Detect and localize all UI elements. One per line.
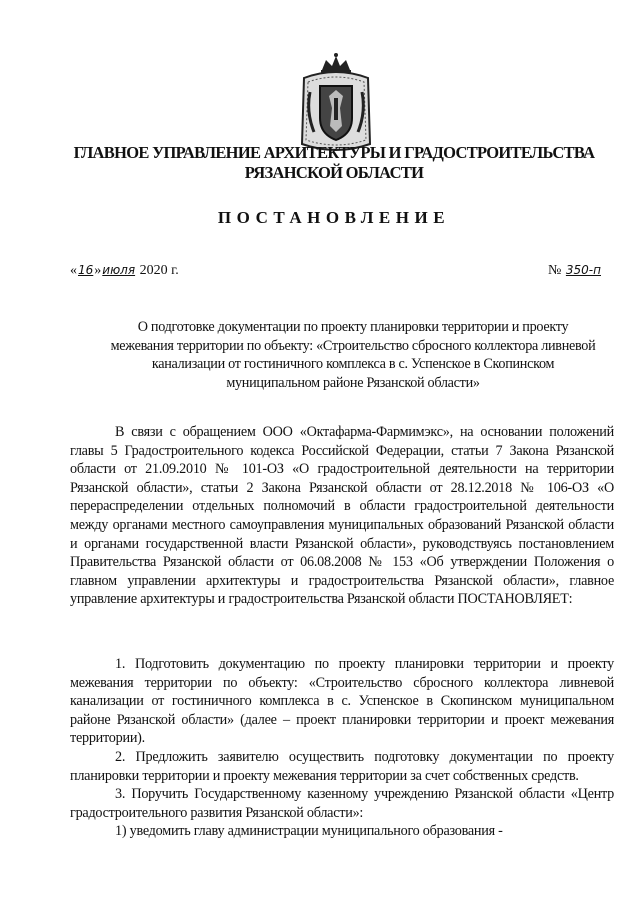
item-1: 1. Подготовить документацию по проекту планировки территории и проекту межевания территории по объекту: «Строительство сбросного коллектора ливневой канализации от гостиничного комплекса в с. Успенское в Скопинском муниципальном районе Рязанской области» (далее – проект планировки территории и проект межевания территории). (70, 656, 614, 747)
document-type-heading: ПОСТАНОВЛЕНИЕ (217, 208, 451, 227)
coat-of-arms-emblem (296, 52, 376, 156)
number-label: № (548, 263, 562, 278)
date-month: июля (102, 263, 136, 277)
operative-items (70, 655, 614, 841)
document-date (70, 263, 179, 279)
document-number (548, 263, 602, 279)
preamble-paragraph: В связи с обращением ООО «Октафарма-Фармимэкс», на основании положений главы 5 Градостроительного кодекса Российской Федерации, статьи 7 Закона Рязанской области от 21.09.2010 № 101-ОЗ «О градостроительной деятельности на территории Рязанской области», статьи 2 Закона Рязанской области от 28.12.2018 № 106-ОЗ «О перераспределении отдельных полномочий в области градостроительной деятельности между органами местного самоуправления муниципальных образований Рязанской области и органами государственной власти Рязанской области», руководствуясь постановлением Правительства Рязанской области от 06.08.2008 № 153 «Об утверждении Положения о главном управлении архитектуры и градостроительства Рязанской области», главное управление архитектуры и градостроительства Рязанской области ПОСТАНОВЛЯЕТ: (70, 424, 614, 608)
document-subject: О подготовке документации по проекту планировки территории и проекту межевания территории по объекту: «Строительство сбросного коллектора ливневой канализации от гостиничного комплекса в с. Успенское в Скопинском муниципальном районе Рязанской области» (110, 319, 596, 391)
date-year: 2020 г. (139, 263, 179, 278)
item-2: 2. Предложить заявителю осуществить подготовку документации по проекту планировки территории и проекту межевания территории за счет собственных средств. (70, 748, 614, 784)
item-3: 3. Поручить Государственному казенному учреждению Рязанской области «Центр градостроительного развития Рязанской области»: (70, 786, 614, 821)
number-value: 350-п (565, 263, 601, 277)
date-close-quote: » (94, 263, 102, 278)
agency-name (60, 143, 608, 183)
item-3-subitem-1: 1) уведомить главу администрации муниципального образования - (115, 823, 503, 840)
agency-name-line-1: ГЛАВНОЕ УПРАВЛЕНИЕ АРХИТЕКТУРЫ И ГРАДОСТРОИТЕЛЬСТВА (73, 143, 595, 162)
date-number-row (70, 263, 602, 285)
date-day: 16 (78, 263, 94, 277)
agency-name-line-2: РЯЗАНСКОЙ ОБЛАСТИ (244, 163, 424, 182)
date-open-quote: « (70, 263, 77, 278)
